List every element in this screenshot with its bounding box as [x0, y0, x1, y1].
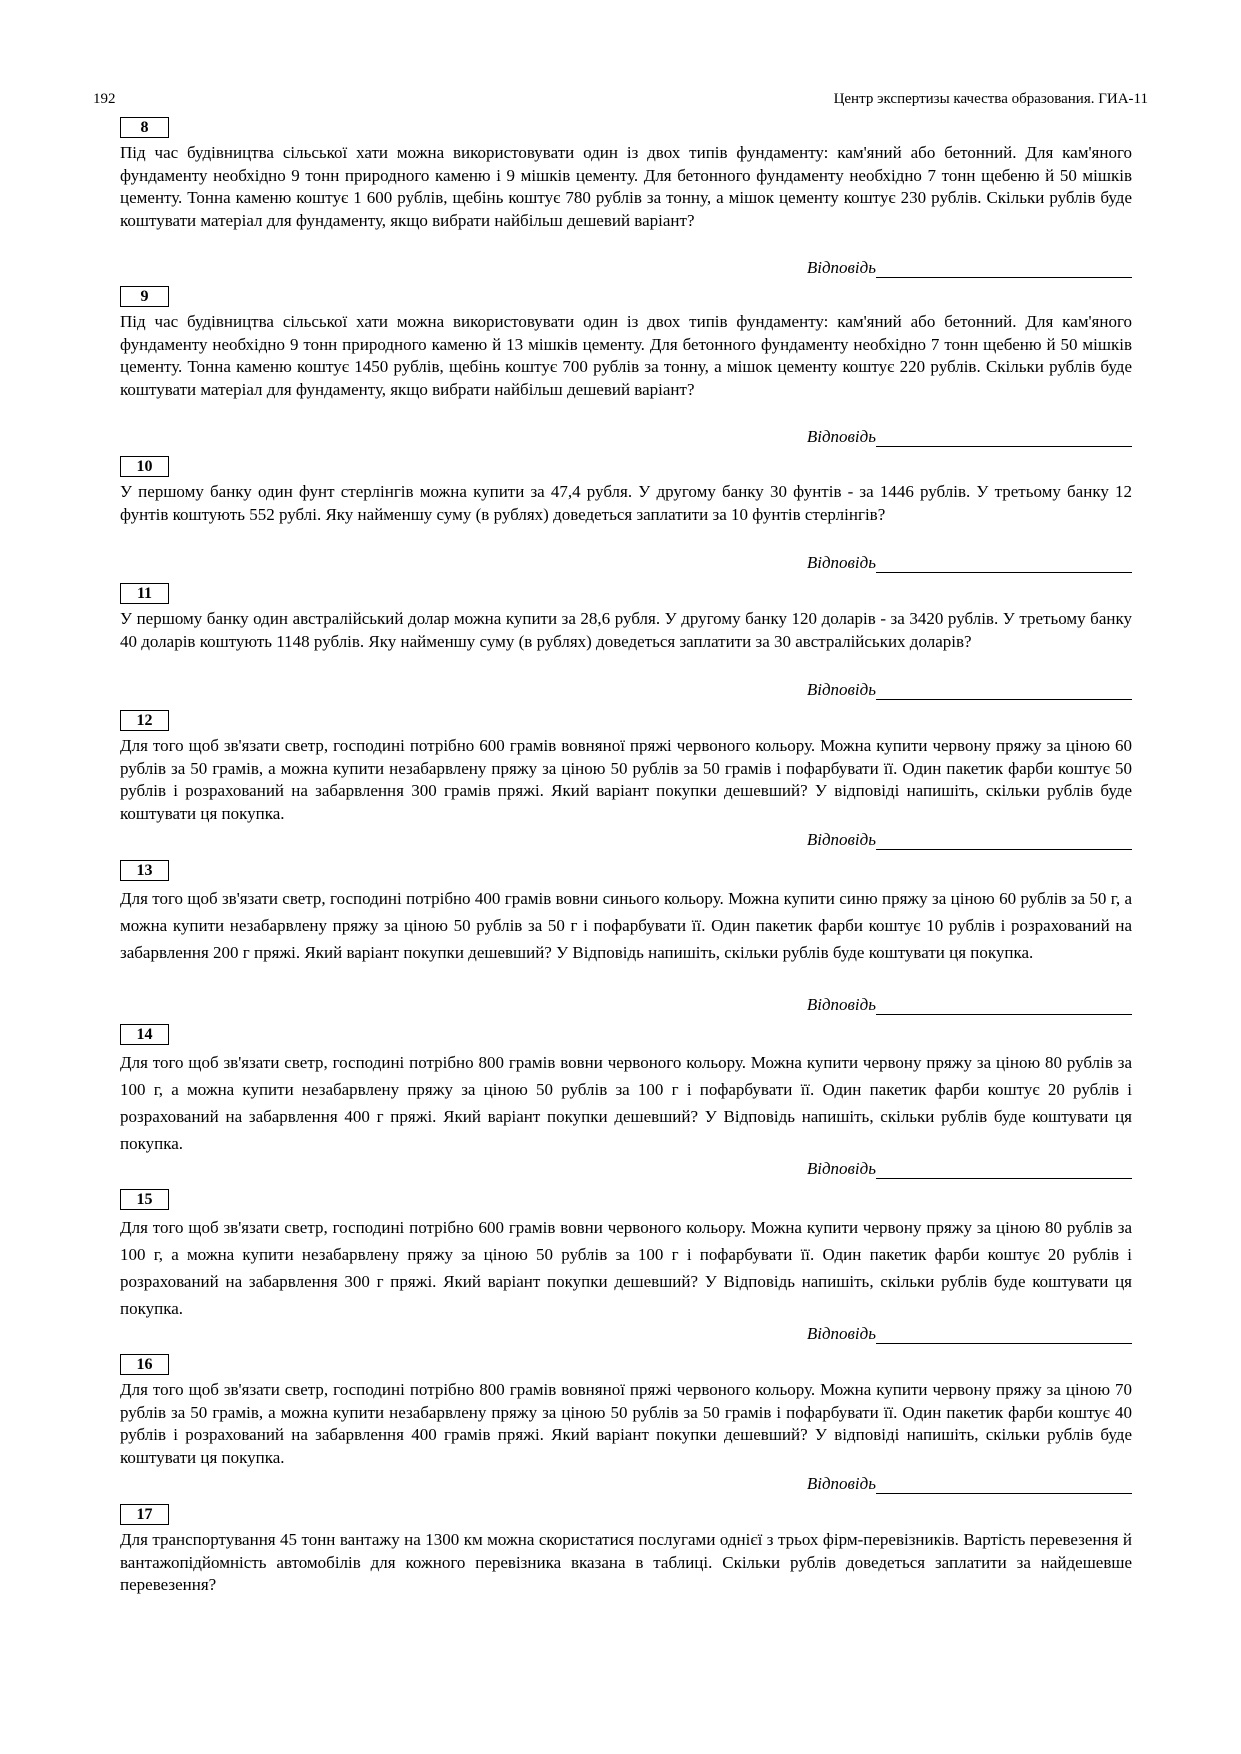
- answer-field-8[interactable]: [120, 258, 1132, 278]
- task-text: Для того щоб зв'язати светр, господині потрібно 600 грамів вовняної пряжі червоного кольору. Можна купити червону пряжу за ціною 60 рублів за 50 грамів, а можна купити незабарвлену пряжу за ціною 50 рублів за 50 грамів і пофарбувати її. Один пакетик фарби коштує 50 рублів і розрахований на забарвлення 300 грамів пряжі. Який варіант покупки дешевший? У відповіді напишіть, скільки рублів буде коштувати ця покупка.: [120, 736, 1132, 823]
- task-text: Під час будівництва сільської хати можна використовувати один із двох типів фундаменту: кам'яний або бетонний. Для кам'яного фундаменту необхідно 9 тонн природного каменю й 13 мішків цементу. Для бетонного фундаменту необхідно 7 тонн щебеню й 50 мішків цементу. Тонна каменю коштує 1450 рублів, щебінь коштує 700 рублів за тонну, а мішок цементу коштує 220 рублів. Скільки рублів буде коштувати матеріал для фундаменту, якщо вибрати найбільш дешевий варіант?: [120, 312, 1132, 399]
- answer-line[interactable]: [876, 682, 1132, 700]
- answer-line[interactable]: [876, 1161, 1132, 1179]
- task-number-box: 8: [120, 117, 169, 138]
- task-11: [120, 583, 1132, 653]
- answer-field-16[interactable]: [120, 1474, 1132, 1494]
- task-text: Для того щоб зв'язати светр, господині потрібно 400 грамів вовни синього кольору. Можна купити синю пряжу за ціною 60 рублів за 50 г, а можна купити незабарвлену пряжу за ціною 50 рублів за 50 г і пофарбувати її. Один пакетик фарби коштує 10 рублів і розрахований на забарвлення 200 г пряжі. Який варіант покупки дешевший? У Відповідь напишіть, скільки рублів буде коштувати ця покупка.: [120, 889, 1132, 962]
- task-8: [120, 117, 1132, 232]
- answer-field-9[interactable]: [120, 427, 1132, 447]
- task-17: [120, 1504, 1132, 1597]
- task-number-box: 11: [120, 583, 169, 604]
- task-number-box: 15: [120, 1189, 169, 1210]
- answer-line[interactable]: [876, 1476, 1132, 1494]
- task-text: Для того щоб зв'язати светр, господині потрібно 600 грамів вовни червоного кольору. Можна купити червону пряжу за ціною 80 рублів за 100 г, а можна купити незабарвлену пряжу за ціною 50 рублів за 100 г і пофарбувати її. Один пакетик фарби коштує 20 рублів і розрахований на забарвлення 300 г пряжі. Який варіант покупки дешевший? У Відповідь напишіть, скільки рублів буде коштувати ця покупка.: [120, 1218, 1132, 1318]
- task-number-box: 14: [120, 1024, 169, 1045]
- task-number-box: 12: [120, 710, 169, 731]
- answer-line[interactable]: [876, 429, 1132, 447]
- answer-line[interactable]: [876, 555, 1132, 573]
- answer-label: Відповідь: [806, 1324, 876, 1343]
- answer-label: Відповідь: [806, 680, 876, 699]
- answer-label: Відповідь: [806, 1159, 876, 1178]
- task-text: У першому банку один австралійський долар можна купити за 28,6 рубля. У другому банку 120 доларів - за 3420 рублів. У третьому банку 40 доларів коштують 1148 рублів. Яку найменшу суму (в рублях) доведеться заплатити за 30 австралійських доларів?: [120, 609, 1132, 651]
- task-text: Для транспортування 45 тонн вантажу на 1300 км можна скористатися послугами однієї з трьох фірм-перевізників. Вартість перевезення й вантажопідйомність автомобілів для кожного перевізника вказана в таблиці. Скільки рублів доведеться заплатити за найдешевше перевезення?: [120, 1530, 1132, 1594]
- task-13: [120, 860, 1132, 966]
- task-15: [120, 1189, 1132, 1322]
- task-10: [120, 456, 1132, 526]
- answer-line[interactable]: [876, 260, 1132, 278]
- answer-label: Відповідь: [806, 995, 876, 1014]
- task-14: [120, 1024, 1132, 1157]
- answer-line[interactable]: [876, 832, 1132, 850]
- answer-field-14[interactable]: [120, 1159, 1132, 1179]
- answer-label: Відповідь: [806, 1474, 876, 1493]
- answer-field-13[interactable]: [120, 995, 1132, 1015]
- task-12: [120, 710, 1132, 825]
- task-text: У першому банку один фунт стерлінгів можна купити за 47,4 рубля. У другому банку 30 фунтів - за 1446 рублів. У третьому банку 12 фунтів коштують 552 рублі. Яку найменшу суму (в рублях) доведеться заплатити за 10 фунтів стерлінгів?: [120, 482, 1132, 524]
- answer-label: Відповідь: [806, 427, 876, 446]
- answer-label: Відповідь: [806, 830, 876, 849]
- answer-line[interactable]: [876, 997, 1132, 1015]
- task-number-box: 9: [120, 286, 169, 307]
- task-9: [120, 286, 1132, 401]
- task-text: Під час будівництва сільської хати можна використовувати один із двох типів фундаменту: кам'яний або бетонний. Для кам'яного фундаменту необхідно 9 тонн природного каменю і 9 мішків цементу. Для бетонного фундаменту необхідно 7 тонн щебеню й 50 мішків цементу. Тонна каменю коштує 1 600 рублів, щебінь коштує 780 рублів за тонну, а мішок цементу коштує 230 рублів. Скільки рублів буде коштувати матеріал для фундаменту, якщо вибрати найбільш дешевий варіант?: [120, 143, 1132, 230]
- answer-field-15[interactable]: [120, 1324, 1132, 1344]
- answer-line[interactable]: [876, 1326, 1132, 1344]
- answer-label: Відповідь: [806, 553, 876, 572]
- answer-field-12[interactable]: [120, 830, 1132, 850]
- task-text: Для того щоб зв'язати светр, господині потрібно 800 грамів вовняної пряжі червоного кольору. Можна купити червону пряжу за ціною 70 рублів за 50 грамів, а можна купити незабарвлену пряжу за ціною 50 рублів за 50 грамів і пофарбувати її. Один пакетик фарби коштує 40 рублів і розрахований на забарвлення 400 грамів пряжі. Який варіант покупки дешевший? У відповіді напишіть, скільки рублів буде коштувати ця покупка.: [120, 1380, 1132, 1467]
- page-number: 192: [93, 91, 116, 107]
- running-title: Центр экспертизы качества образования. ГИА-11: [833, 91, 1148, 107]
- answer-label: Відповідь: [806, 258, 876, 277]
- task-16: [120, 1354, 1132, 1469]
- task-text: Для того щоб зв'язати светр, господині потрібно 800 грамів вовни червоного кольору. Можна купити червону пряжу за ціною 80 рублів за 100 г, а можна купити незабарвлену пряжу за ціною 50 рублів за 100 г і пофарбувати її. Один пакетик фарби коштує 20 рублів і розрахований на забарвлення 400 г пряжі. Який варіант покупки дешевший? У Відповідь напишіть, скільки рублів буде коштувати ця покупка.: [120, 1053, 1132, 1153]
- task-number-box: 10: [120, 456, 169, 477]
- answer-field-10[interactable]: [120, 553, 1132, 573]
- task-number-box: 16: [120, 1354, 169, 1375]
- task-number-box: 17: [120, 1504, 169, 1525]
- answer-field-11[interactable]: [120, 680, 1132, 700]
- task-number-box: 13: [120, 860, 169, 881]
